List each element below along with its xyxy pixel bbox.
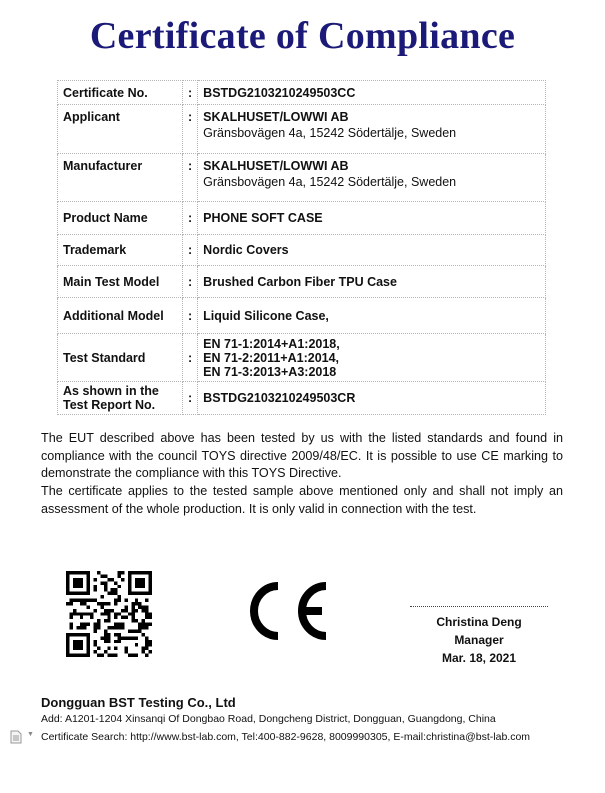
value-additional-model: Liquid Silicone Case, (198, 298, 546, 334)
row-additional-model (58, 298, 546, 334)
label-report-no-line-2: Test Report No. (63, 398, 156, 412)
value-product-name: PHONE SOFT CASE (198, 202, 546, 235)
signatory-name: Christina Deng (436, 615, 522, 629)
value-applicant (198, 105, 546, 154)
colon: : (183, 235, 198, 266)
row-certificate-no (58, 81, 546, 105)
colon: : (183, 382, 198, 415)
label-trademark: Trademark (58, 235, 183, 266)
signature-block (410, 606, 548, 667)
row-test-standard (58, 334, 546, 382)
label-manufacturer: Manufacturer (58, 154, 183, 202)
colon: : (183, 105, 198, 154)
colon: : (183, 298, 198, 334)
row-manufacturer (58, 154, 546, 202)
applicant-address: Gränsbovägen 4a, 15242 Södertälje, Sweden (203, 126, 457, 140)
row-report-no (58, 382, 546, 415)
ce-mark-icon (240, 578, 332, 644)
colon: : (183, 266, 198, 298)
qr-code-icon (66, 571, 152, 657)
value-manufacturer (198, 154, 546, 202)
company-address: Add: A1201-1204 Xinsanqi Of Dongbao Road, Dongcheng District, Dongguan, Guangdong, China (41, 713, 496, 725)
row-product-name (58, 202, 546, 235)
certificate-title: Certificate of Compliance (89, 15, 516, 57)
signature-date: Mar. 18, 2021 (441, 651, 517, 665)
label-product-name: Product Name (58, 202, 183, 235)
test-standard-line-3: EN 71-3:2013+A3:2018 (203, 364, 337, 379)
document-icon (10, 730, 22, 744)
label-applicant: Applicant (58, 105, 183, 154)
value-main-test-model: Brushed Carbon Fiber TPU Case (198, 266, 546, 298)
certificate-search-line: Certificate Search: http://www.bst-lab.com, Tel:400-882-9628, 8009990305, E-mail:christina@bst-lab.com (41, 731, 531, 743)
statement-paragraph-2: The certificate applies to the tested sample above mentioned only and shall not imply an assessment of the whole production. It is only valid in connection with the test. (41, 484, 563, 516)
applicant-name: SKALHUSET/LOWWI AB (203, 110, 349, 124)
company-name: Dongguan BST Testing Co., Ltd (41, 695, 236, 710)
colon: : (183, 81, 198, 105)
colon: : (183, 154, 198, 202)
colon: : (183, 202, 198, 235)
signatory-title: Manager (454, 633, 504, 647)
test-standard-line-2: EN 71-2:2011+A1:2014, (203, 350, 340, 365)
row-applicant (58, 105, 546, 154)
label-report-no (58, 382, 183, 415)
statement-paragraph-1: The EUT described above has been tested by us with the listed standards and found in compliance with the council TOYS directive 2009/48/EC. It is possible to use CE marking to demonstrate the compliance with this TOYS Directive. (41, 431, 563, 480)
label-report-no-line-1: As shown in the (63, 384, 159, 398)
test-standard-line-1: EN 71-1:2014+A1:2018, (203, 336, 340, 351)
value-certificate-no: BSTDG2103210249503CC (198, 81, 546, 105)
value-trademark: Nordic Covers (198, 235, 546, 266)
chevron-down-icon: ▼ (27, 731, 34, 738)
label-test-standard: Test Standard (58, 334, 183, 382)
certificate-info-table (57, 80, 546, 415)
value-test-standard (198, 334, 546, 382)
label-certificate-no: Certificate No. (58, 81, 183, 105)
label-additional-model: Additional Model (58, 298, 183, 334)
label-main-test-model: Main Test Model (58, 266, 183, 298)
value-report-no: BSTDG2103210249503CR (198, 382, 546, 415)
row-trademark (58, 235, 546, 266)
manufacturer-address: Gränsbovägen 4a, 15242 Södertälje, Sweden (203, 175, 457, 189)
manufacturer-name: SKALHUSET/LOWWI AB (203, 159, 349, 173)
row-main-test-model (58, 266, 546, 298)
colon: : (183, 334, 198, 382)
